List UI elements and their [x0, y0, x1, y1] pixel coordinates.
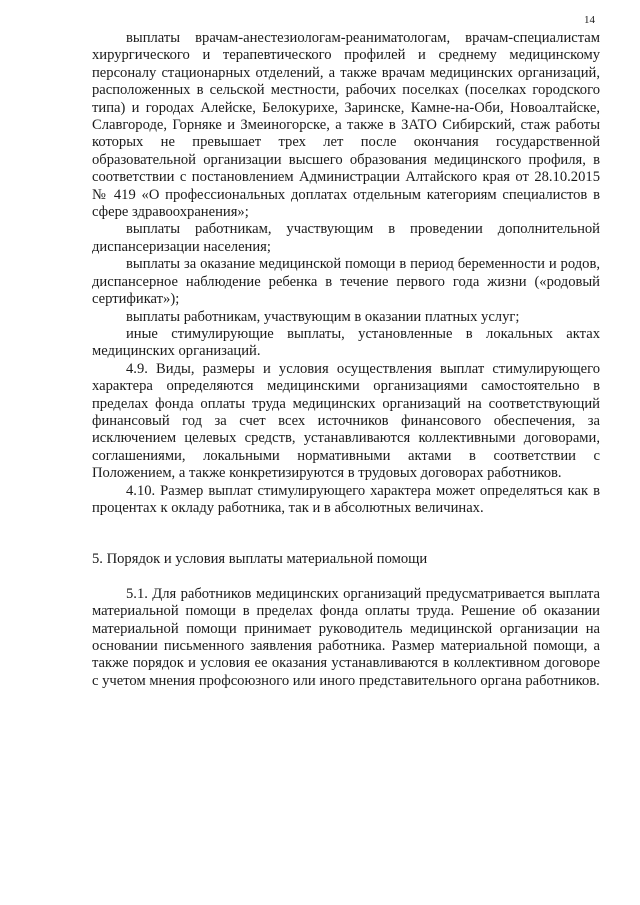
paragraph-4-9: 4.9. Виды, размеры и условия осуществления выплат стимулирующего характера определяются медицинскими организациями самостоятельно в пределах фонда оплаты труда медицинских организаций на соответствующий финансовый год за счет всех источников финансового обеспечения, за исключением целевых средств, устанавливаются коллективными договорами, соглашениями, локальными нормативными актами в соответствии с Положением, а также конкретизируются в трудовых договорах работников.	[92, 360, 600, 482]
section-heading: 5. Порядок и условия выплаты материальной помощи	[92, 551, 428, 568]
paragraph-5-1: 5.1. Для работников медицинских организаций предусматривается выплата материальной помощи в пределах фонда оплаты труда. Решение об оказании материальной помощи принимает руководитель медицинской организации на основании письменного заявления работника. Размер материальной помощи, а также порядок и условия ее оказания устанавливаются в коллективном договоре с учетом мнения профсоюзного или иного представительного органа работников.	[92, 585, 600, 689]
document-body	[92, 30, 600, 690]
page-number: 14	[584, 14, 595, 26]
paragraph-other-payments: иные стимулирующие выплаты, установленные в локальных актах медицинских организаций.	[92, 325, 600, 360]
paragraph-paid-services: выплаты работникам, участвующим в оказании платных услуг;	[126, 308, 520, 325]
paragraph-birth-certificate: выплаты за оказание медицинской помощи в период беременности и родов, диспансерное наблюдение ребенка в течение первого года жизни («родовый сертификат»);	[92, 256, 600, 308]
paragraph-dispensarization: выплаты работникам, участвующим в проведении дополнительной диспансеризации населения;	[92, 221, 600, 255]
paragraph-anesthesiologists: выплаты врачам-анестезиологам-реаниматологам, врачам-специалистам хирургического и терапевтического профилей и среднему медицинскому персоналу стационарных отделений, а также врачам медицинских организаций, расположенных в сельской местности, рабочих поселках (поселках городского типа) и городах Алейске, Белокурихе, Заринске, Камне-на-Оби, Новоалтайске, Славгороде, Горняке и Змеиногорске, а также в ЗАТО Сибирский, стаж работы которых не превышает трех лет после окончания государственной образовательной организации высшего образования медицинского профиля, в соответствии с постановлением Администрации Алтайского края от 28.10.2015 № 419 «О профессиональных доплатах отдельным категориям специалистов в сфере здравоохранения»;	[92, 30, 600, 221]
paragraph-4-10: 4.10. Размер выплат стимулирующего характера может определяться как в процентах к окладу работника, так и в абсолютных величинах.	[92, 482, 600, 516]
